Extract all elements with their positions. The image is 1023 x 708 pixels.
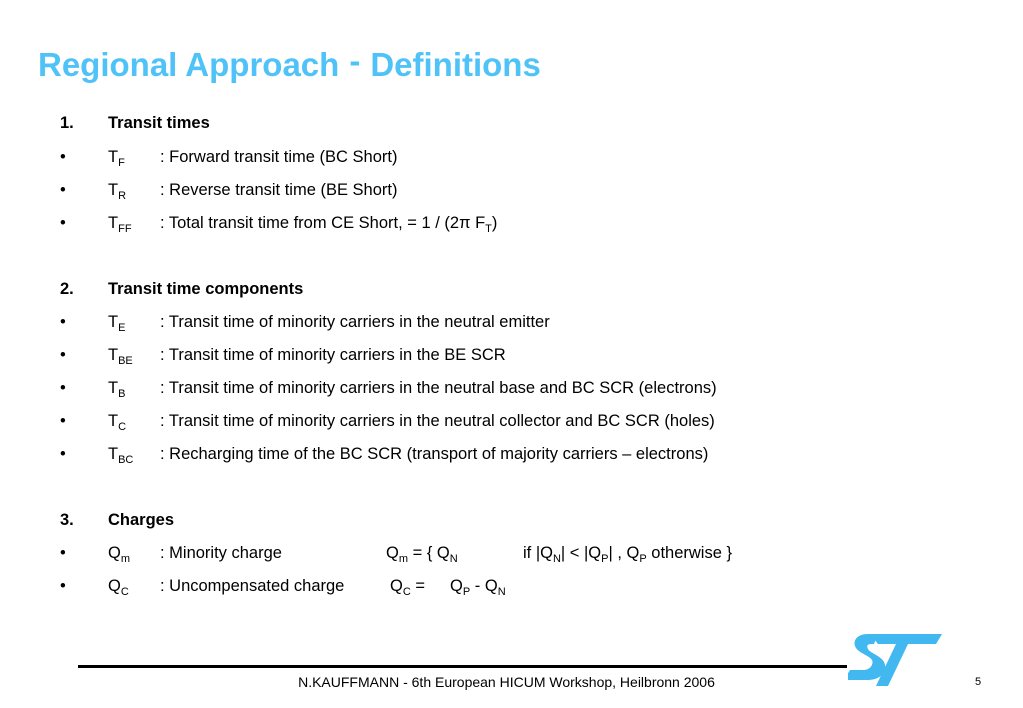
- bullet: •: [60, 577, 66, 595]
- symbol: $T_{BC}$: [108, 445, 134, 466]
- bullet: •: [60, 412, 66, 430]
- symbol: $T_R$: [108, 181, 127, 202]
- st-logo-icon: [848, 630, 944, 695]
- definition: : Transit time of minority carriers in the BE SCR: [160, 346, 506, 364]
- section-title: Charges: [108, 511, 175, 529]
- definition: : Forward transit time (BC Short): [160, 148, 398, 166]
- equation: $Q_C$ =: [390, 577, 426, 598]
- page-title: [38, 42, 541, 84]
- symbol: $Q_m$: [108, 544, 131, 565]
- bullet: •: [60, 214, 66, 232]
- equation: $Q_m$ = { $Q_N$: [386, 544, 458, 565]
- bullet: •: [60, 544, 66, 562]
- title-dash: -: [349, 42, 361, 79]
- section-number: 3.: [60, 511, 74, 529]
- section-number: 1.: [60, 114, 74, 132]
- definition: : Recharging time of the BC SCR (transport of majority carriers – electrons): [160, 445, 709, 463]
- definition: : Total transit time from CE Short, = 1 / (2π $F_T$): [160, 214, 498, 235]
- definition: : Transit time of minority carriers in the neutral emitter: [160, 313, 550, 331]
- definition: : Minority charge: [160, 544, 282, 562]
- footer-text: N.KAUFFMANN - 6th European HICUM Workshop, Heilbronn 2006: [298, 674, 715, 690]
- symbol: $T_{BE}$: [108, 346, 133, 367]
- definition: : Reverse transit time (BE Short): [160, 181, 398, 199]
- symbol: $T_C$: [108, 412, 127, 433]
- section-title: Transit times: [108, 114, 210, 132]
- definition: : Transit time of minority carriers in the neutral collector and BC SCR (holes): [160, 412, 715, 430]
- bullet: •: [60, 445, 66, 463]
- bullet: •: [60, 346, 66, 364]
- symbol: $T_F$: [108, 148, 125, 169]
- title-right: Definitions: [370, 46, 541, 83]
- bullet: •: [60, 148, 66, 166]
- bullet: •: [60, 379, 66, 397]
- page-number: 5: [975, 676, 982, 688]
- bullet: •: [60, 313, 66, 331]
- symbol: $T_B$: [108, 379, 126, 400]
- definition: : Transit time of minority carriers in the neutral base and BC SCR (electrons): [160, 379, 717, 397]
- symbol: $T_E$: [108, 313, 126, 334]
- condition: if $|Q_N| < |Q_P|$ , $Q_P$ otherwise }: [523, 544, 732, 565]
- equation-rhs: $Q_P - Q_N$: [450, 577, 506, 598]
- section-title: Transit time components: [108, 280, 304, 298]
- symbol: $T_{FF}$: [108, 214, 132, 235]
- definition: : Uncompensated charge: [160, 577, 345, 595]
- symbol: $Q_C$: [108, 577, 129, 598]
- footer-divider: [78, 665, 847, 668]
- section-number: 2.: [60, 280, 74, 298]
- title-left: Regional Approach: [38, 46, 340, 83]
- pi-symbol: π: [459, 214, 471, 232]
- bullet: •: [60, 181, 66, 199]
